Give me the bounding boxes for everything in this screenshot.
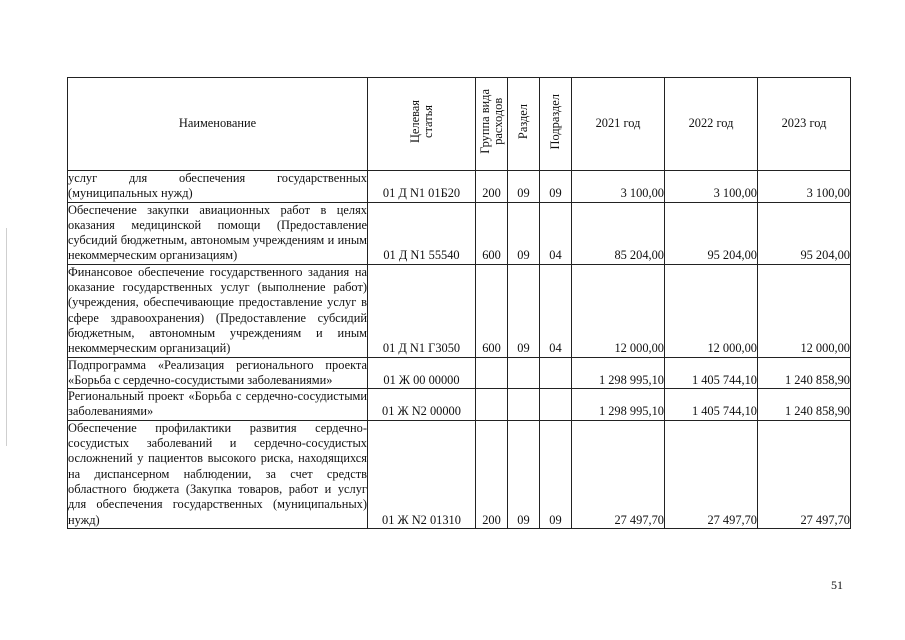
cell-target-article: 01 Ж N2 00000 — [368, 389, 476, 421]
header-name: Наименование — [68, 78, 368, 171]
cell-2021: 3 100,00 — [572, 171, 665, 203]
cell-expense-group: 600 — [476, 264, 508, 357]
cell-subsection: 04 — [540, 264, 572, 357]
cell-subsection: 09 — [540, 171, 572, 203]
cell-expense-group: 200 — [476, 420, 508, 528]
cell-2022: 95 204,00 — [665, 202, 758, 264]
cell-2021: 27 497,70 — [572, 420, 665, 528]
header-expense-group: Группа вида расходов — [476, 78, 508, 171]
cell-2022: 27 497,70 — [665, 420, 758, 528]
cell-2021: 85 204,00 — [572, 202, 665, 264]
cell-2023: 1 240 858,90 — [758, 389, 851, 421]
cell-expense-group: 600 — [476, 202, 508, 264]
cell-name: Подпрограмма «Реализация регионального проекта «Борьба с сердечно-сосудистыми заболеваниями» — [68, 357, 367, 387]
cell-target-article: 01 Д N1 55540 — [368, 202, 476, 264]
cell-name: Обеспечение закупки авиационных работ в целях оказания медицинской помощи (Предоставление субсидий бюджетным, автономым учреждениям и иным некоммерческим организациям) — [68, 202, 367, 263]
table-row — [68, 389, 851, 421]
cell-2023: 27 497,70 — [758, 420, 851, 528]
header-2022: 2022 год — [665, 78, 758, 171]
header-row — [68, 78, 851, 171]
table-row — [68, 171, 851, 203]
cell-2022: 12 000,00 — [665, 264, 758, 357]
header-section: Раздел — [508, 78, 540, 171]
budget-table — [67, 77, 851, 529]
cell-section: 09 — [508, 202, 540, 264]
table-row — [68, 264, 851, 357]
cell-section: 09 — [508, 264, 540, 357]
table-row — [68, 420, 851, 528]
cell-target-article: 01 Ж 00 00000 — [368, 357, 476, 389]
cell-target-article: 01 Д N1 01Б20 — [368, 171, 476, 203]
cell-section: 09 — [508, 171, 540, 203]
page-number: 51 — [831, 578, 843, 592]
cell-name: Региональный проект «Борьба с сердечно-сосудистыми заболеваниями» — [68, 389, 367, 419]
cell-2021: 1 298 995,10 — [572, 389, 665, 421]
cell-2022: 3 100,00 — [665, 171, 758, 203]
cell-section: 09 — [508, 420, 540, 528]
cell-2021: 12 000,00 — [572, 264, 665, 357]
cell-name: Финансовое обеспечение государственного задания на оказание государственных услуг (выполнение работ) (учреждения, обеспечивающие предоставление услуг в сфере здравоохранения) (Предоставление субсидий бюджетным, автономным учреждениям и иным некоммерческим организаций) — [68, 264, 367, 356]
cell-2023: 95 204,00 — [758, 202, 851, 264]
cell-2023: 1 240 858,90 — [758, 357, 851, 389]
cell-subsection — [540, 389, 572, 421]
header-2021: 2021 год — [572, 78, 665, 171]
header-2023: 2023 год — [758, 78, 851, 171]
header-target-article: Целевая статья — [368, 78, 476, 171]
table-row — [68, 202, 851, 264]
margin-line — [6, 228, 7, 446]
cell-section — [508, 357, 540, 389]
cell-subsection — [540, 357, 572, 389]
cell-2023: 12 000,00 — [758, 264, 851, 357]
cell-target-article: 01 Д N1 Г3050 — [368, 264, 476, 357]
cell-name: услуг для обеспечения государственных (муниципальных нужд) — [68, 171, 367, 201]
cell-subsection: 04 — [540, 202, 572, 264]
cell-name: Обеспечение профилактики развития сердечно-сосудистых заболеваний и сердечно-сосудистых осложнений у пациентов высокого риска, находящихся на диспансерном наблюдении, за счет средств областного бюджета (Закупка товаров, работ и услуг для обеспечения государственных (муниципальных) нужд) — [68, 420, 367, 527]
cell-2023: 3 100,00 — [758, 171, 851, 203]
cell-2022: 1 405 744,10 — [665, 389, 758, 421]
cell-expense-group — [476, 357, 508, 389]
cell-2022: 1 405 744,10 — [665, 357, 758, 389]
table-row — [68, 357, 851, 389]
cell-expense-group: 200 — [476, 171, 508, 203]
cell-section — [508, 389, 540, 421]
cell-subsection: 09 — [540, 420, 572, 528]
cell-expense-group — [476, 389, 508, 421]
cell-target-article: 01 Ж N2 01310 — [368, 420, 476, 528]
header-subsection: Подраздел — [540, 78, 572, 171]
cell-2021: 1 298 995,10 — [572, 357, 665, 389]
